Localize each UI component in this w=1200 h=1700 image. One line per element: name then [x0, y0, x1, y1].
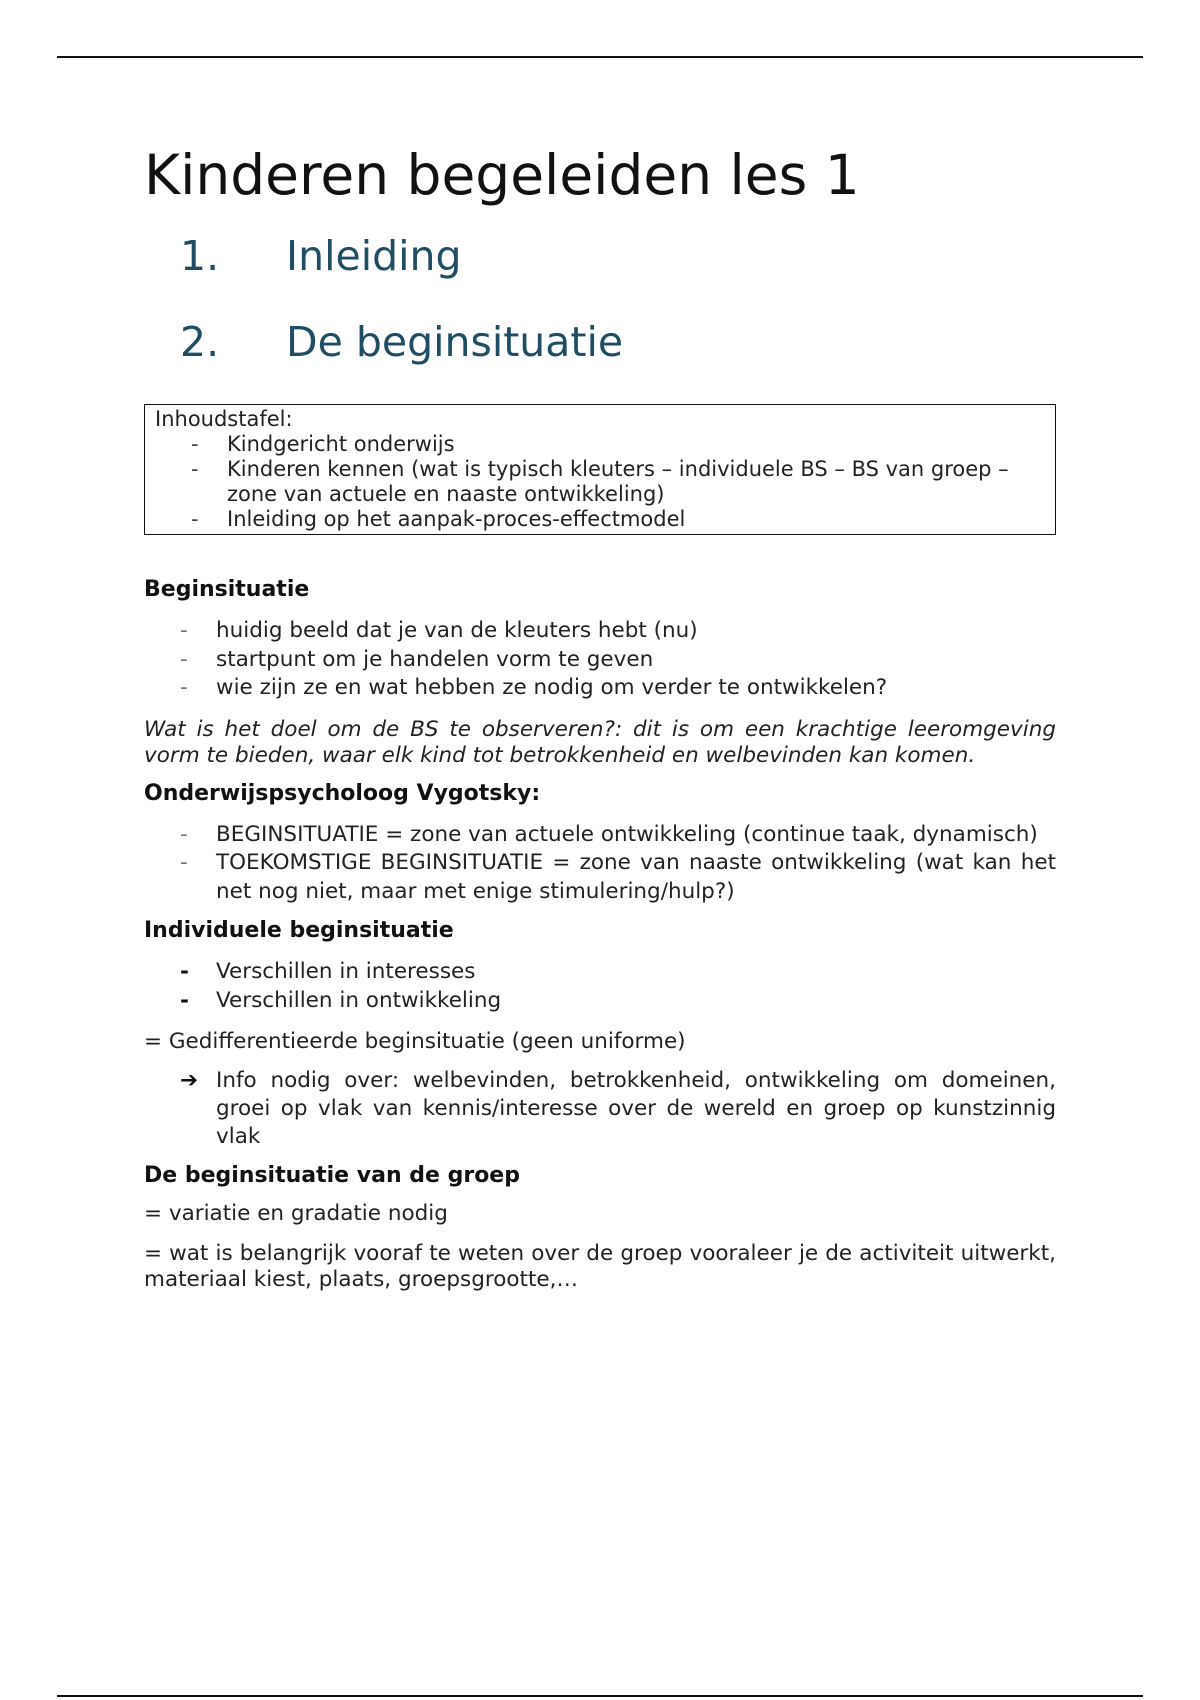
dash-bullet: - [180, 850, 188, 875]
section-heading-2 [144, 318, 1056, 404]
dash-bullet: - [180, 959, 189, 984]
dash-bullet: - [191, 507, 199, 531]
section-heading-1 [144, 232, 1056, 318]
section-title: De beginsituatie [286, 318, 624, 366]
dash-bullet: - [191, 457, 199, 481]
footer-rule [57, 1695, 1143, 1697]
list-item: - startpunt om je handelen vorm te geven [144, 646, 1056, 675]
list-item: - Kinderen kennen (wat is typisch kleuters – individuele BS – BS van groep – zone van actuele en naaste ontwikkeling) [191, 457, 1009, 506]
toc-heading: Inhoudstafel: [155, 407, 293, 431]
individueel-list [144, 958, 1056, 1015]
page-title: Kinderen begeleiden les 1 [144, 143, 860, 207]
groep-line-2: = wat is belangrijk vooraf te weten over de groep vooraleer je de activiteit uitwerkt, materiaal kiest, plaats, groepsgrootte,… [144, 1241, 1056, 1292]
dash-bullet: - [180, 675, 188, 700]
header-rule [57, 56, 1143, 58]
vygotsky-list [144, 821, 1056, 907]
list-item: - Inleiding op het aanpak-proces-effectmodel [191, 507, 686, 531]
list-item: - Verschillen in interesses [144, 958, 1056, 987]
list-item: - wie zijn ze en wat hebben ze nodig om verder te ontwikkelen? [144, 674, 1056, 703]
list-item: - Verschillen in ontwikkeling [144, 987, 1056, 1016]
groep-line-1: = variatie en gradatie nodig [144, 1201, 448, 1226]
section-title: Inleiding [286, 232, 462, 280]
table-of-contents-box [144, 404, 1056, 535]
heading-beginsituatie: Beginsituatie [144, 577, 310, 602]
dash-bullet: - [180, 821, 188, 847]
list-item: - huidig beeld dat je van de kleuters hebt (nu) [144, 617, 1056, 646]
gedifferentieerd-paragraph: = Gedifferentieerde beginsituatie (geen uniforme) [144, 1029, 686, 1054]
list-item: - TOEKOMSTIGE BEGINSITUATIE = zone van naaste ontwikkeling (wat kan het net nog niet, maar met enige stimulering/hulp?) [180, 850, 1056, 904]
dash-bullet: - [180, 646, 188, 672]
doel-paragraph: Wat is het doel om de BS te observeren?: dit is om een krachtige leeromgeving vorm te bieden, waar elk kind tot betrokkenheid en welbevinden kan komen. [144, 716, 1056, 768]
dash-bullet: - [180, 987, 189, 1013]
section-number: 1. [180, 232, 220, 280]
section-number: 2. [180, 318, 220, 366]
document-body [144, 140, 1056, 1293]
heading-beginsituatie-groep: De beginsituatie van de groep [144, 1163, 520, 1188]
heading-individuele-beginsituatie: Individuele beginsituatie [144, 918, 454, 943]
list-item: - Kindgericht onderwijs [191, 432, 455, 456]
toc-list [155, 432, 1045, 532]
heading-vygotsky: Onderwijspsycholoog Vygotsky: [144, 780, 541, 806]
arrow-right-icon: ➔ [180, 1068, 199, 1093]
dash-bullet: - [180, 618, 188, 643]
dash-bullet: - [191, 432, 199, 456]
info-arrow-item: ➔ Info nodig over: welbevinden, betrokkenheid, ontwikkeling om domeinen, groei op vlak van kennis/interesse over de wereld en groep op kunstzinnig vlak [180, 1068, 1056, 1149]
list-item: - BEGINSITUATIE = zone van actuele ontwikkeling (continue taak, dynamisch) [144, 821, 1056, 850]
beginsituatie-list [144, 617, 1056, 703]
